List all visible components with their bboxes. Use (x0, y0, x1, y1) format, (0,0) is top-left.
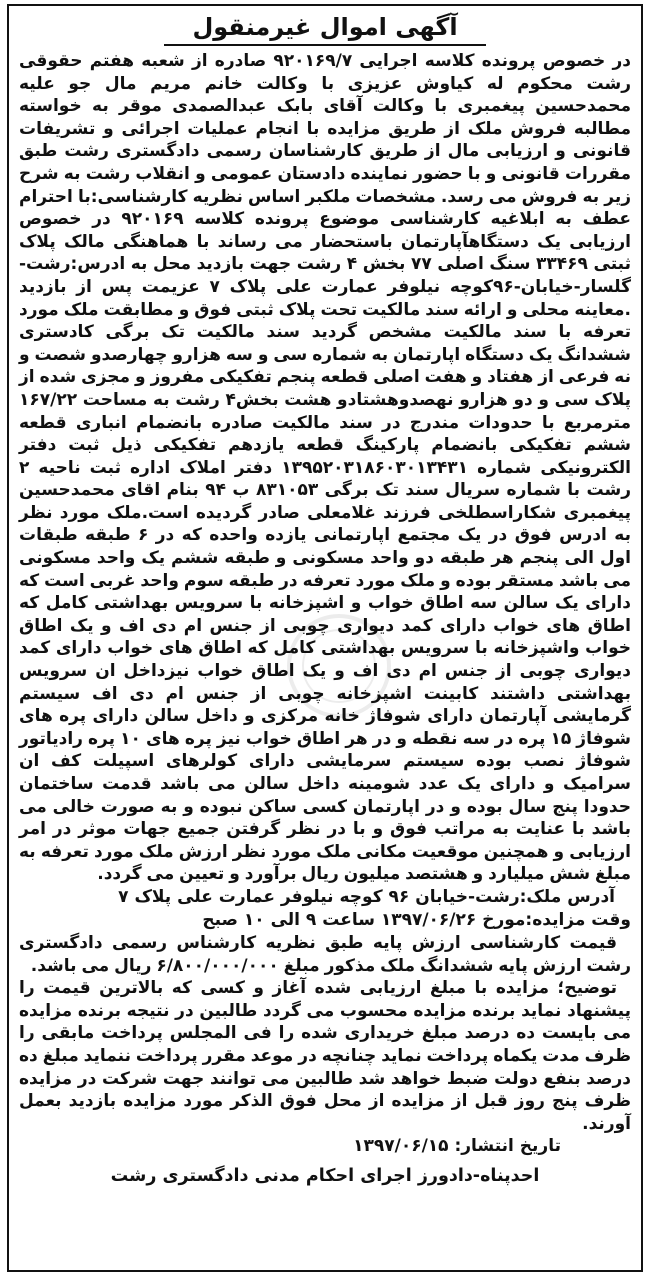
signature: احدپناه-دادورز اجرای احکام مدنی دادگستری رشت (110, 1166, 540, 1187)
address-line: آدرس ملک:رشت-خیابان ۹۶ کوچه نیلوفر عمارت علی پلاک ۷ (118, 886, 615, 907)
explanation-paragraph: توضیح؛ مزایده با مبلغ ارزیابی شده آغاز و کسی که بالاترین قیمت را پیشنهاد نماید برنده مزایده محسوب می گردد طالبین در نتیجه برنده مزایده می بایست ده درصد مبلغ خریداری شده را فی المجلس پرداخت مابقی را ظرف مدت یکماه پرداخت نماید چنانچه در موعد مقرر پرداخت ننماید مبلغ ده درصد بنفع دولت ضبط خواهد شد طالبین می توانند جهت شرکت در مزایده ظرف پنج روز قبل از مزایده از محل فوق الذکر مورد مزایده بازدید بعمل آورند. (19, 978, 631, 1134)
notice-title: آگهی اموال غیرمنقول (164, 12, 485, 46)
base-price-paragraph: قیمت کارشناسی ارزش پایه طبق نظریه کارشناس رسمی دادگستری رشت ارزش پایه ششدانگ ملک مذکور مبلغ ۶/۸۰۰/۰۰۰/۰۰۰ ریال می باشد. (19, 932, 631, 976)
auction-notice (7, 4, 643, 1272)
title-container (19, 12, 631, 46)
auction-time-line: وقت مزایده:مورخ ۱۳۹۷/۰۶/۲۶ ساعت ۹ الی ۱۰ صبح (202, 909, 631, 930)
main-paragraph: در خصوص پرونده کلاسه اجرایی ۹۲۰۱۶۹/۷ صادره از شعبه هفتم حقوقی رشت محکوم له کیاوش عزیزی با وکالت خانم مریم مال جو علیه محمدحسین پیغمبری با وکالت آقای بابک عبدالصمدی موقر به خواسته مطالبه فروش ملک از طریق مزایده با انجام عملیات اجرائی و تشریفات قانونی و ارزیابی مال از طریق کارشناسان رسمی دادگستری رشت طبق مقررات قانونی و با حضور نماینده دادستان عمومی و انقلاب رشت به شرح زیر به فروش می رسد. مشخصات ملکبر اساس نظریه کارشناسی:با احترام عطف به ابلاغیه کارشناسی موضوع پرونده کلاسه ۹۲۰۱۶۹ در خصوص ارزیابی یک دستگاهآپارتمان باستحضار می رساند با هماهنگی مالک پلاک ثبتی ۳۳۴۶۹ سنگ اصلی ۷۷ بخش ۴ رشت جهت بازدید محل به ادرس:رشت-گلسار-خیابان-۹۶کوچه نیلوفر عمارت علی پلاک ۷ عزیمت پس از بازدید .معاینه محلی و ارائه سند مالکیت تحت پلاک ثبتی فوق و مطابقت ملک مورد تعرفه با سند مالکیت مشخص گردید سند مالکیت تک برگی کادستری ششدانگ یک دستگاه اپارتمان به شماره سی و سه هزارو چهارصدو شصت و نه فرعی از هفتاد و هفت اصلی قطعه پنجم تفکیکی مفروز و مجزی شده از پلاک سی و دو هزارو نهصدوهشتادو هشت بخش۴ رشت به مساحت ۱۶۷/۲۲ مترمربع با حدودات مندرج در سند مالکیت صادره بانضمام انباری قطعه ششم تفکیکی بانضمام پارکینگ قطعه یازدهم تفکیکی ذیل ثبت دفتر الکترونیکی شماره ۱۳۹۵۲۰۳۱۸۶۰۳۰۱۳۴۳۱ دفتر املاک اداره ثبت ناحیه ۲ رشت با شماره سریال سند تک برگی ۸۳۱۰۵۳ ب ۹۴ بنام اقای محمدحسین پیغمبری شکاراسطلخی فرزند غلامعلی صادر گردیده است.ملک مورد نظر به ادرس فوق در یک مجتمع اپارتمانی یازده واحده که در ۶ طبقه طبقات اول الی پنجم هر طبقه دو واحد مسکونی و طبقه ششم یک واحد مسکونی می باشد مستقر بوده و ملک مورد تعرفه در طبقه سوم واحد غربی است که دارای یک سالن سه اطاق خواب و اشپزخانه با سرویس بهداشتی کامل که اطاق های خواب دارای کمد دیواری چوبی از جنس ام دی اف و یک اطاق خواب واشپزخانه با سرویس بهداشتی کامل که اطاق های خواب دارای کمد دیواری چوبی از جنس ام دی اف و یک اطاق خواب نیزداخل ان سرویس بهداشتی داشتند کابینت اشپزخانه چوبی از جنس ام دی اف سیستم گرمایشی آپارتمان دارای شوفاژ خانه مرکزی و داخل سالن دارای پره های شوفاژ ۱۵ پره در سه نقطه و در هر اطاق خواب نیز پره های ۱۰ پره رادیاتور شوفاژ نصب بوده سیستم سرمایشی دارای کولرهای اسپیلت کف ان سرامیک و دارای یک عدد شومینه داخل سالن می باشد قدمت ساختمان حدودا پنج سال بوده و در اپارتمان کسی ساکن نبوده و به صورت خالی می باشد با عنایت به مراتب فوق و با در نظر گرفتن جمیع جهات موثر در امر ارزیابی و همچنین موقعیت مکانی ملک مورد نظر ارزش ملک مورد تعرفه به مبلغ شش میلیارد و هشتصد میلیون ریال برآورد و تعیین می گردد. (19, 51, 631, 885)
publish-date-line: تاریخ انتشار: ۱۳۹۷/۰۶/۱۵ (353, 1136, 561, 1157)
